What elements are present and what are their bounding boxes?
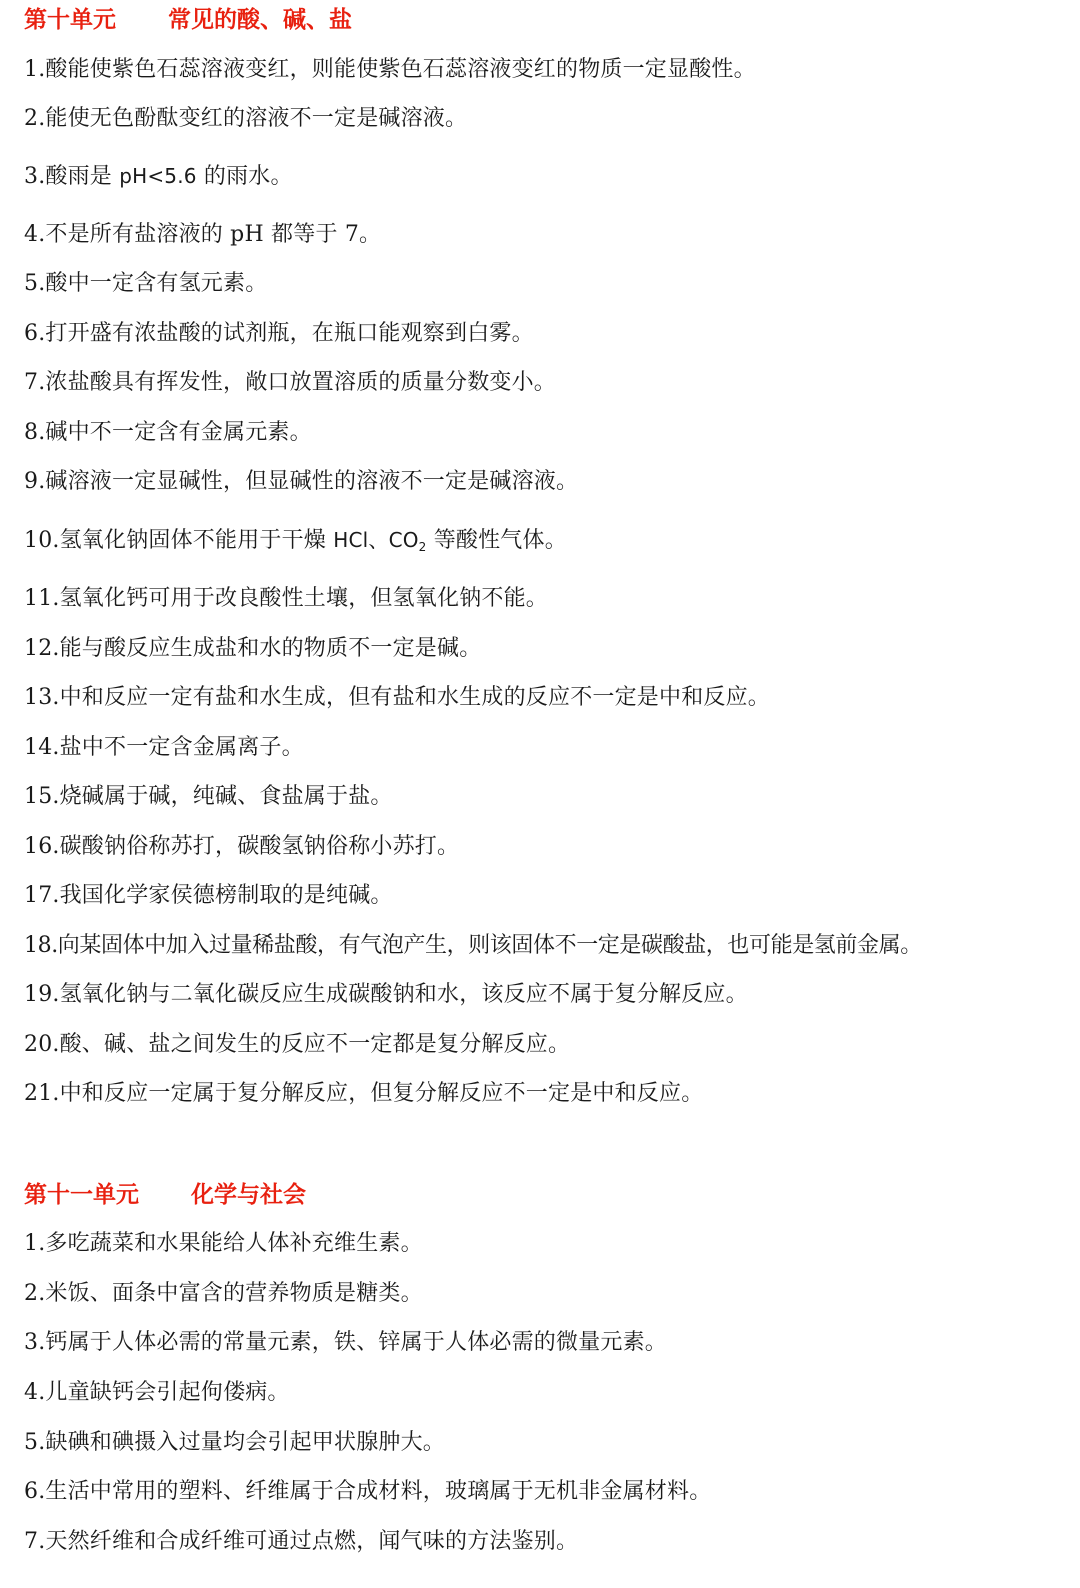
item-number: 1. bbox=[24, 57, 46, 82]
item-number: 19. bbox=[24, 982, 60, 1007]
unit-topic: 化学与社会 bbox=[191, 1181, 306, 1208]
item-text: 氢氧化钠与二氧化碳反应生成碳酸钠和水，该反应不属于复分解反应。 bbox=[59, 982, 748, 1007]
formula-subscript: 2 bbox=[418, 540, 427, 554]
item-text: 中和反应一定有盐和水生成，但有盐和水生成的反应不一定是中和反应。 bbox=[59, 685, 770, 710]
item-text: 氢氧化钠固体不能用于干燥 bbox=[59, 528, 334, 553]
item-number: 15. bbox=[24, 784, 60, 809]
item-number: 5. bbox=[24, 1430, 46, 1455]
item-number: 7. bbox=[24, 370, 46, 395]
list-item bbox=[24, 980, 748, 1010]
item-text: 烧碱属于碱，纯碱、食盐属于盐。 bbox=[59, 784, 393, 809]
list-item bbox=[24, 1378, 290, 1408]
list-item bbox=[24, 881, 393, 911]
item-text: 我国化学家侯德榜制取的是纯碱。 bbox=[59, 883, 393, 908]
item-number: 17. bbox=[24, 883, 60, 908]
item-number: 7. bbox=[24, 1529, 46, 1554]
list-item bbox=[24, 418, 312, 448]
item-number: 3. bbox=[24, 164, 46, 189]
list-item bbox=[24, 55, 756, 85]
item-number: 21. bbox=[24, 1081, 60, 1106]
item-number: 11. bbox=[24, 586, 60, 611]
list-item bbox=[24, 467, 578, 497]
item-number: 9. bbox=[24, 469, 46, 494]
item-text: 中和反应一定属于复分解反应，但复分解反应不一定是中和反应。 bbox=[59, 1081, 704, 1106]
item-number: 16. bbox=[24, 834, 60, 859]
list-item bbox=[24, 1279, 423, 1309]
item-text: 碳酸钠俗称苏打，碳酸氢钠俗称小苏打。 bbox=[59, 834, 460, 859]
item-number: 6. bbox=[24, 1479, 46, 1504]
list-item bbox=[24, 104, 467, 134]
item-text: 酸、碱、盐之间发生的反应不一定都是复分解反应。 bbox=[59, 1032, 571, 1057]
item-number: 18. bbox=[24, 933, 58, 958]
formula-text: HCl、CO bbox=[333, 528, 419, 552]
item-text: 盐中不一定含金属离子。 bbox=[59, 735, 304, 760]
item-number: 5. bbox=[24, 271, 46, 296]
item-number: 8. bbox=[24, 420, 46, 445]
unit-topic: 常见的酸、碱、盐 bbox=[168, 6, 352, 33]
list-item bbox=[24, 1328, 667, 1358]
item-text: 生活中常用的塑料、纤维属于合成材料，玻璃属于无机非金属材料。 bbox=[45, 1479, 712, 1504]
list-item bbox=[24, 683, 770, 713]
item-text: 不是所有盐溶液的 pH 都等于 7。 bbox=[45, 222, 382, 247]
list-item bbox=[24, 1079, 703, 1109]
item-text: 浓盐酸具有挥发性，敞口放置溶质的质量分数变小。 bbox=[45, 370, 556, 395]
item-text: 天然纤维和合成纤维可通过点燃，闻气味的方法鉴别。 bbox=[45, 1529, 579, 1554]
item-text: 儿童缺钙会引起佝偻病。 bbox=[45, 1380, 290, 1405]
list-item bbox=[24, 269, 267, 299]
item-formula: pH<5.6 bbox=[119, 164, 197, 188]
list-item bbox=[24, 1477, 711, 1507]
item-formula bbox=[333, 528, 426, 552]
item-text: 向某固体中加入过量稀盐酸，有气泡产生，则该固体不一定是碳酸盐，也可能是氢前金属。 bbox=[57, 933, 922, 958]
list-item bbox=[24, 161, 293, 192]
item-number: 10. bbox=[24, 528, 60, 553]
list-item bbox=[24, 1527, 578, 1557]
list-item bbox=[24, 931, 922, 961]
item-number: 1. bbox=[24, 1231, 46, 1256]
section-title-unit-11 bbox=[24, 1180, 306, 1210]
item-text: 能使无色酚酞变红的溶液不一定是碱溶液。 bbox=[45, 106, 468, 131]
list-item bbox=[24, 584, 548, 614]
item-text: 酸中一定含有氢元素。 bbox=[45, 271, 268, 296]
list-item bbox=[24, 1030, 570, 1060]
item-number: 2. bbox=[24, 1281, 46, 1306]
item-number: 4. bbox=[24, 222, 46, 247]
unit-label: 第十单元 bbox=[24, 6, 116, 33]
item-text: 氢氧化钙可用于改良酸性土壤，但氢氧化钠不能。 bbox=[59, 586, 548, 611]
list-item bbox=[24, 634, 481, 664]
item-text: 酸雨是 bbox=[45, 164, 120, 189]
list-item bbox=[24, 368, 556, 398]
item-text: 缺碘和碘摄入过量均会引起甲状腺肿大。 bbox=[45, 1430, 445, 1455]
list-item bbox=[24, 1428, 445, 1458]
item-text: 碱中不一定含有金属元素。 bbox=[45, 420, 312, 445]
item-text: 碱溶液一定显碱性，但显碱性的溶液不一定是碱溶液。 bbox=[45, 469, 579, 494]
item-text: 打开盛有浓盐酸的试剂瓶，在瓶口能观察到白雾。 bbox=[45, 321, 534, 346]
section-title-unit-10 bbox=[24, 5, 352, 35]
item-text: 钙属于人体必需的常量元素，铁、锌属于人体必需的微量元素。 bbox=[45, 1330, 667, 1355]
list-item bbox=[24, 525, 567, 556]
list-item bbox=[24, 220, 381, 250]
list-item bbox=[24, 733, 304, 763]
list-item bbox=[24, 1229, 423, 1259]
item-text: 酸能使紫色石蕊溶液变红，则能使紫色石蕊溶液变红的物质一定显酸性。 bbox=[45, 57, 756, 82]
item-text: 米饭、面条中富含的营养物质是糖类。 bbox=[45, 1281, 423, 1306]
item-number: 3. bbox=[24, 1330, 46, 1355]
item-number: 14. bbox=[24, 735, 60, 760]
item-number: 6. bbox=[24, 321, 46, 346]
item-text: 多吃蔬菜和水果能给人体补充维生素。 bbox=[45, 1231, 423, 1256]
item-text: 等酸性气体。 bbox=[426, 528, 567, 553]
item-text: 的雨水。 bbox=[196, 164, 293, 189]
item-number: 20. bbox=[24, 1032, 60, 1057]
item-text: 能与酸反应生成盐和水的物质不一定是碱。 bbox=[59, 636, 482, 661]
item-number: 12. bbox=[24, 636, 60, 661]
item-number: 13. bbox=[24, 685, 60, 710]
unit-label: 第十一单元 bbox=[24, 1181, 139, 1208]
item-number: 2. bbox=[24, 106, 46, 131]
list-item bbox=[24, 782, 393, 812]
item-number: 4. bbox=[24, 1380, 46, 1405]
list-item bbox=[24, 319, 534, 349]
list-item bbox=[24, 832, 459, 862]
